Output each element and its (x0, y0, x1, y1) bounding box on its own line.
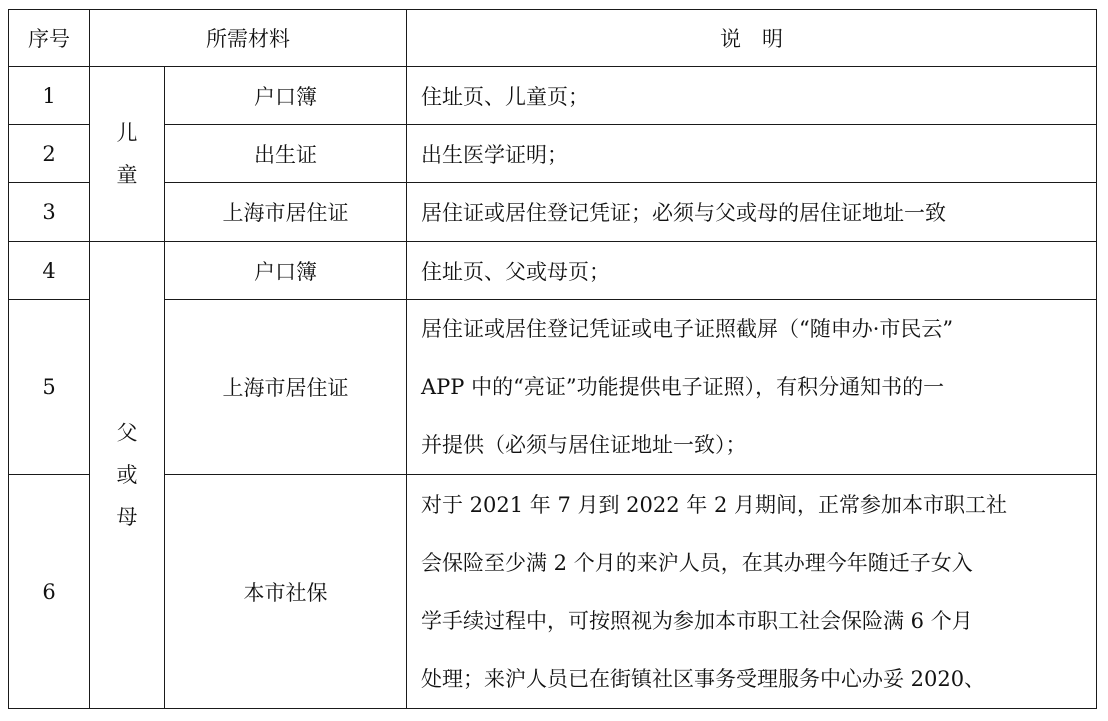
header-seq: 序号 (9, 10, 90, 67)
note-line: 对于 2021 年 7 月到 2022 年 2 月期间，正常参加本市职工社 (421, 492, 1008, 517)
group-char: 父 (116, 421, 138, 445)
row-seq: 5 (9, 300, 90, 475)
table-row (9, 67, 1097, 125)
row-note (407, 475, 1097, 709)
table-row (9, 183, 1097, 242)
group-char: 母 (116, 505, 138, 529)
table-row (9, 300, 1097, 475)
row-note: 出生医学证明； (407, 125, 1097, 183)
row-seq: 1 (9, 67, 90, 125)
row-material: 上海市居住证 (165, 300, 407, 475)
row-note: 居住证或居住登记凭证；必须与父或母的居住证地址一致 (407, 183, 1097, 242)
table-row (9, 242, 1097, 300)
row-note: 住址页、父或母页； (407, 242, 1097, 300)
group-char: 或 (116, 463, 138, 487)
row-material: 户口簿 (165, 242, 407, 300)
table-row (9, 125, 1097, 183)
row-seq: 6 (9, 475, 90, 709)
table-row (9, 475, 1097, 709)
row-seq: 3 (9, 183, 90, 242)
row-material: 户口簿 (165, 67, 407, 125)
table-header-row (9, 10, 1097, 67)
note-line: 学手续过程中，可按照视为参加本市职工社会保险满 6 个月 (421, 608, 973, 633)
row-material: 出生证 (165, 125, 407, 183)
note-line: APP 中的“亮证”功能提供电子证照），有积分通知书的一 (421, 375, 945, 399)
group-char: 儿 (116, 121, 138, 145)
group-child-label (90, 67, 165, 242)
row-note (407, 300, 1097, 475)
header-material: 所需材料 (90, 10, 407, 67)
materials-table (8, 9, 1097, 709)
group-char: 童 (116, 163, 138, 187)
row-seq: 4 (9, 242, 90, 300)
row-material: 上海市居住证 (165, 183, 407, 242)
group-parent-label (90, 242, 165, 709)
note-line: 并提供（必须与居住证地址一致）； (421, 433, 747, 457)
note-line: 居住证或居住登记凭证或电子证照截屏（“随申办·市民云” (421, 317, 954, 341)
header-note: 说 明 (407, 10, 1097, 67)
row-seq: 2 (9, 125, 90, 183)
row-note: 住址页、儿童页； (407, 67, 1097, 125)
row-material: 本市社保 (165, 475, 407, 709)
note-line: 会保险至少满 2 个月的来沪人员，在其办理今年随迁子女入 (421, 550, 973, 575)
note-line: 处理；来沪人员已在街镇社区事务受理服务中心办妥 2020、 (421, 666, 986, 691)
